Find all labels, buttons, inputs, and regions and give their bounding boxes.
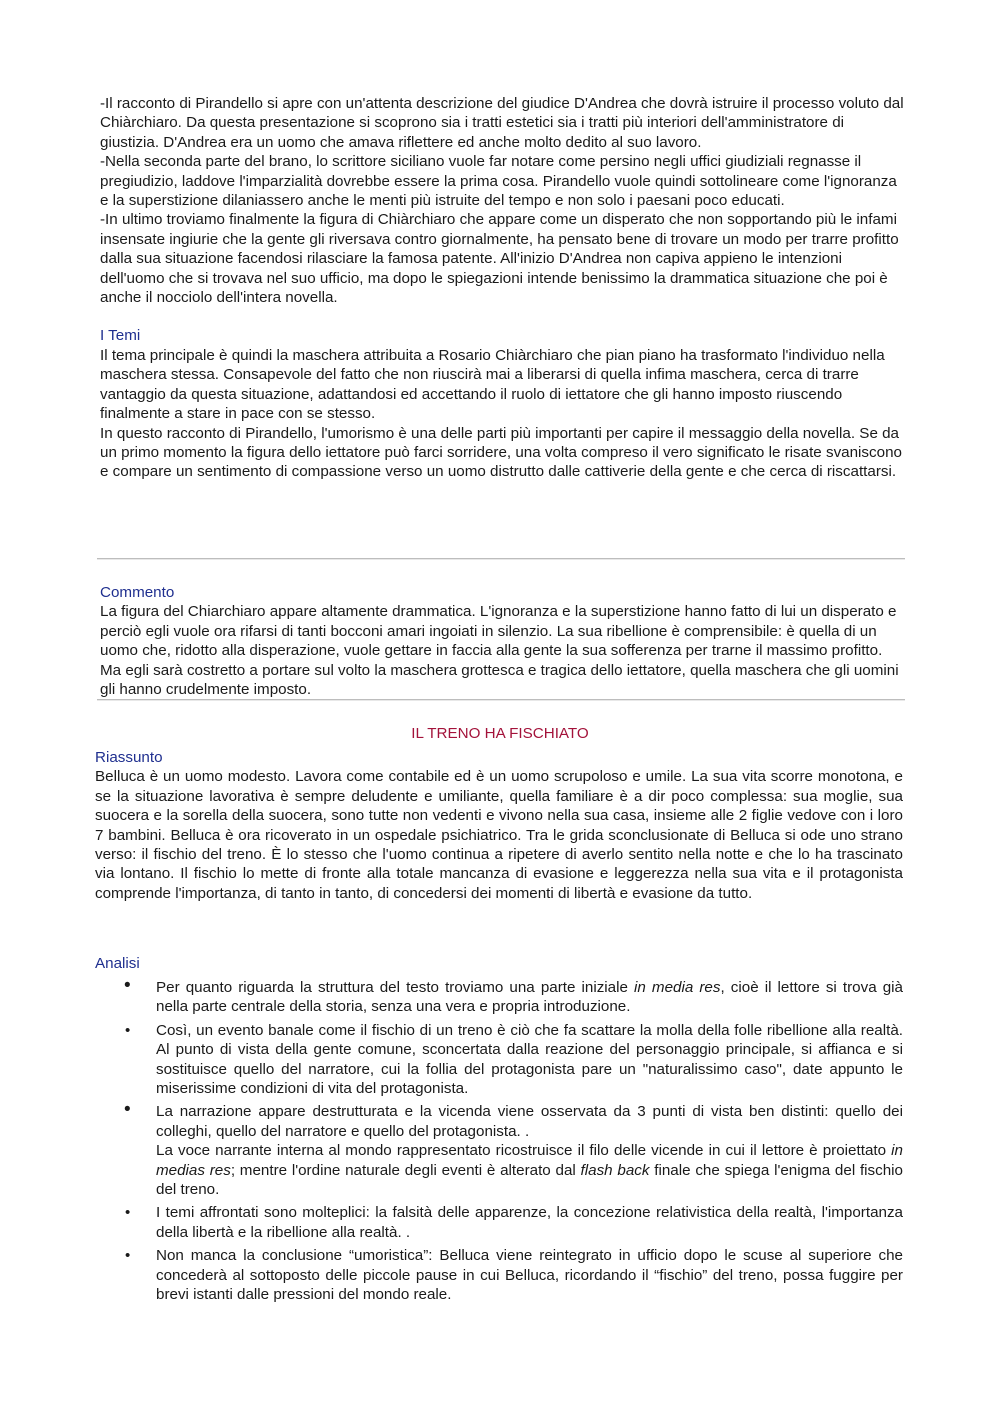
paragraph-umorismo: In questo racconto di Pirandello, l'umorismo è una delle parti più importanti per capire il messaggio della novella. Se da un primo momento la figura dello iettatore può farci sorridere, una volta compreso il vero significato le risate svaniscono e compare un sentimento di compassione verso un uomo distrutto dalle cattiverie della gente e che cerca di riscattarsi.	[100, 424, 902, 481]
riassunto-section	[95, 748, 903, 903]
title-treno: IL TRENO HA FISCHIATO	[411, 725, 589, 742]
list-item	[95, 975, 903, 1017]
bullet-icon: •	[125, 1247, 131, 1265]
analisi-list	[95, 975, 904, 1309]
heading-analisi: Analisi	[95, 955, 140, 972]
spacer	[100, 307, 905, 326]
analisi-item-temi: I temi affrontati sono molteplici: la falsità delle apparenze, la concezione relativistica della realtà, l'importanza della libertà e la ribellione alla realtà. .	[156, 1204, 903, 1241]
divider-line	[97, 699, 905, 700]
italic-run: flash back	[580, 1161, 650, 1179]
commento-section	[100, 583, 905, 699]
paragraph-commento: La figura del Chiarchiaro appare altamente drammatica. L'ignoranza e la superstizione hanno fatto di lui un disperato e perciò egli vuole ora rifarsi di tanti bocconi amari ingoiati in silenzio. La sua ribellione è comprensibile: è quella di un uomo che, ridotto alla disperazione, vuole gettare in faccia alla gente la sua sofferenza per trarne il massimo profitto. Ma egli sarà costretto a portare sul volto la maschera grottesca e tragica dello iettatore, quella maschera che gli uomini gli hanno crudelmente imposto.	[100, 603, 899, 699]
heading-temi: I Temi	[100, 327, 141, 345]
paragraph-riassunto: Belluca è un uomo modesto. Lavora come contabile ed è un uomo scrupoloso e umile. La sua vita scorre monotona, e se la situazione lavorativa è sempre deludente e umiliante, quella familiare è a dir poco complessa: sua moglie, sua suocera e la sorella della suocera, sono tutte non vedenti e vivono nella sua casa, insieme alle 2 figlie vedove con i loro 7 bambini. Belluca è ora ricoverato in un ospedale psichiatrico. Tra le grida sconclusionate di Belluca si ode uno strano verso: il fischio del treno. È lo stesso che l'uomo continua a ripetere di averlo sentito nella notte e che lo ha trascinato via lontano. Il fischio lo mette di fronte alla totale mancanza di evasione e leggerezza nella sua vita e il protagonista comprende l'importanza, di tanto in tanto, di concedersi dei momenti di libertà e evasione da tutto.	[95, 768, 903, 902]
divider-line	[97, 558, 905, 559]
paragraph-tema-maschera: Il tema principale è quindi la maschera attribuita a Rosario Chiàrchiaro che pian piano ha trasformato l'individuo nella maschera stessa. Consapevole del fatto che non riuscirà mai a liberarsi di quella infima maschera, cerca di trarre vantaggio da questa situazione, adattandosi ed accettando il ruolo di iettatore che gli hanno imposto riuscendo finalmente a stare in pace con se stesso.	[100, 346, 885, 423]
analisi-item-voce-narrante	[156, 1141, 903, 1199]
paragraph-pregiudizio: -Nella seconda parte del brano, lo scrittore siciliano vuole far notare come persino negli uffici giudiziali regnasse il pregiudizio, laddove l'imparzialità dovrebbe essere la prima cosa. Pirandello vuole quindi sottolineare come l'ignoranza e la superstizione dilaniassero anche le menti più istruite del tempo e non solo i paesani poco educati.	[100, 153, 897, 210]
analisi-item-narrazione: La narrazione appare destrutturata e la vicenda viene osservata da 3 punti di vista ben distinti: quello dei colleghi, quello del narratore e quello del protagonista. .	[156, 1103, 903, 1140]
list-item	[95, 1021, 903, 1099]
text-run: La voce narrante interna al mondo rappresentato ricostruisce il filo delle vicende in cui il lettore è proiettato	[156, 1142, 892, 1160]
heading-riassunto: Riassunto	[95, 749, 163, 766]
heading-commento: Commento	[100, 584, 175, 601]
text-run: ; mentre l'ordine naturale degli eventi è alterato dal	[230, 1161, 581, 1179]
pirandello-patente-section	[100, 94, 905, 482]
bullet-icon: •	[125, 1021, 131, 1039]
list-item	[95, 1246, 903, 1304]
analisi-item-conclusione: Non manca la conclusione “umoristica”: Belluca viene reintegrato in ufficio dopo le scuse al superiore che concederà al sottoposto delle piccole pause in cui Belluca, ricordando il “fischio” del treno, possa fuggire per brevi istanti dalle pressioni del mondo reale.	[156, 1247, 903, 1304]
paragraph-chiarchiaro: -In ultimo troviamo finalmente la figura di Chiàrchiaro che appare come un disperato che non sopportando più le infami insensate ingiurie che la gente gli riversava contro giornalmente, ha pensato bene di trovare un modo per trarre profitto dalla sua situazione facendosi rilasciare la famosa patente. All'inizio D'Andrea non capiva appieno le intenzioni dell'uomo che si trovava nel suo ufficio, ma dopo le spiegazioni intende benissimo la drammatica situazione che poi è anche il nocciolo dell'intera novella.	[100, 211, 899, 307]
analisi-item-struttura	[156, 978, 903, 1017]
bullet-icon: •	[124, 975, 131, 996]
list-item	[95, 1203, 903, 1242]
bullet-icon: •	[125, 1204, 131, 1222]
italic-run: in medias res	[156, 1142, 903, 1179]
text-run: finale che spiega l'enigma del fischio del treno.	[156, 1161, 904, 1199]
italic-run: in media res	[634, 979, 721, 996]
text-run: Per quanto riguarda la struttura del testo troviamo una parte iniziale	[156, 979, 635, 996]
analisi-item-evento: Così, un evento banale come il fischio di un treno è ciò che fa scattare la molla della folle ribellione alla realtà. Al punto di vista della gente comune, sconcertata dalla reazione del personaggio principale, si affianca e si sostituisce quello del narratore, cui la follia del protagonista pare un "naturalissimo caso", date appunto le miserissime condizioni di vita del protagonista.	[156, 1021, 903, 1098]
paragraph-giudice: -Il racconto di Pirandello si apre con un'attenta descrizione del giudice D'Andrea che dovrà istruire il processo voluto dal Chiàrchiaro. Da questa presentazione si scoprono sia i tratti estetici sia i tratti più interiori dell'amministratore di giustizia. D'Andrea era un uomo che amava riflettere ed anche molto dedito al suo lavoro.	[100, 95, 904, 151]
bullet-icon: •	[124, 1099, 131, 1121]
text-run: , cioè il lettore si trova già nella parte centrale della storia, senza una vera e propria introduzione.	[156, 979, 903, 1016]
list-item	[95, 1099, 904, 1199]
